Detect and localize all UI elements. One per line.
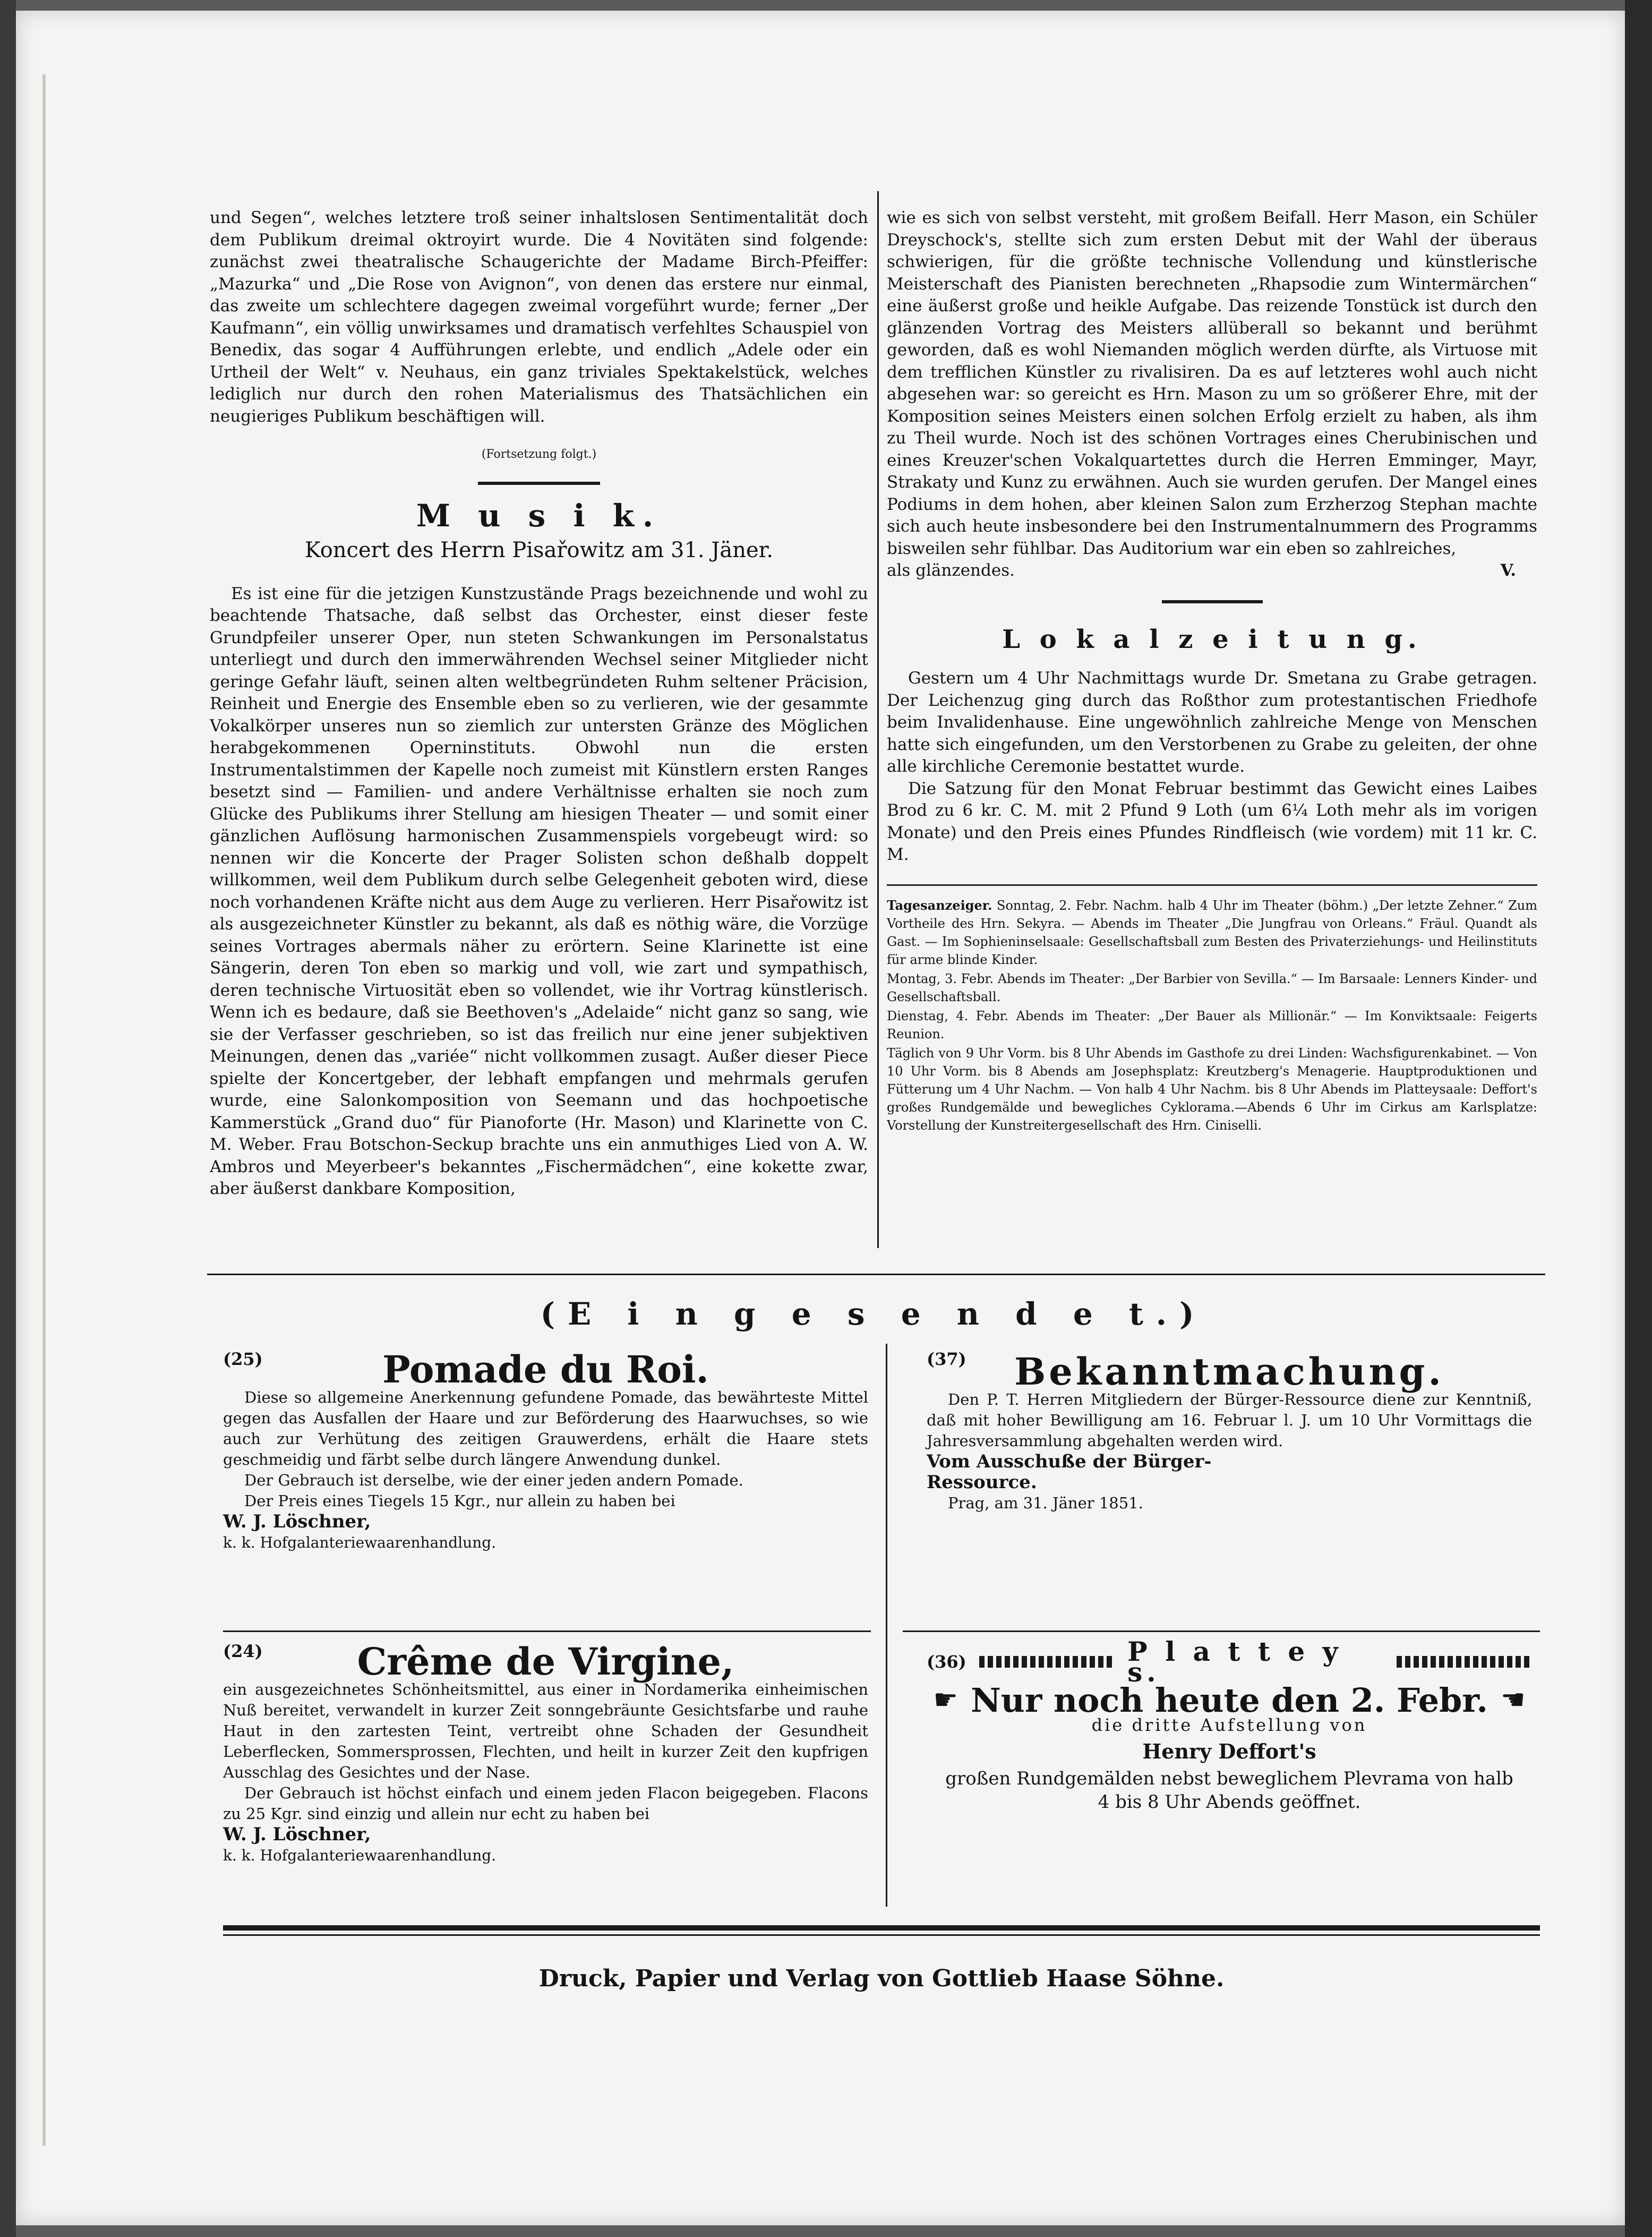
ad-line-2: großen Rundgemälden nebst beweglichem Plevrama von halb 4 bis 8 Uhr Abends geöffnet. bbox=[945, 1768, 1513, 1813]
ad-bekanntmachung bbox=[927, 1349, 1532, 1514]
scan-right-edge bbox=[1625, 0, 1652, 2237]
ad-name: Henry Deffort's bbox=[1142, 1739, 1316, 1763]
ad-body: Diese so allgemeine Anerkennung gefundene Pomade, das bewährteste Mittel gegen das Ausfallen der Haare und zur Beförderung des Haarwuchses, so wie auch zur Verhütung des zeitigen Grauwerdens, erhält die Haare stets geschmeidig und färbt selbe durch längere Anwendung dunkel. bbox=[223, 1388, 868, 1468]
binding-gutter bbox=[42, 74, 46, 2146]
ad-pomade-du-roi bbox=[223, 1349, 868, 1553]
right-column bbox=[887, 207, 1537, 1135]
ad-price: Der Preis eines Tiegels 15 Kgr., nur allein zu haben bei bbox=[244, 1492, 675, 1510]
events-label: Tagesanzeiger. bbox=[887, 897, 992, 913]
concert-article-title: Koncert des Herrn Pisařowitz am 31. Jäner. bbox=[304, 538, 774, 562]
ad-line-1: die dritte Aufstellung von bbox=[1091, 1715, 1367, 1735]
ad-body: Den P. T. Herren Mitgliedern der Bürger-Ressource diene zur Kenntniß, daß mit hoher Bewilligung am 16. Februar l. J. um 10 Uhr Vormittags die Jahresversammlung abgehalten werden wird. bbox=[927, 1390, 1532, 1450]
concert-article-continuation: wie es sich von selbst versteht, mit großem Beifall. Herr Mason, ein Schüler Dreyschock's, stellte sich zum ersten Debut mit der Wahl der überaus schwierigen, für die größte technische Vollendung und künstlerische Meisterschaft des Pianisten berechneten „Rhapsodie zum Wintermärchen“ eine äußerst große und heikle Aufgabe. Das reizende Tonstück ist durch den glänzenden Vortrag des Meisters allüberall so bekannt und berühmt geworden, daß es wohl Niemanden möglich werden dürfte, als Virtuose mit dem trefflichen Künstler zu rivalisiren. Da es auf letzteres wohl auch nicht abgesehen war: so gereicht es Hrn. Mason zu um so größerer Ehre, mit der Komposition seines Meisters einen solchen Erfolg erzielt zu haben, als ihm zu Theil wurde. Noch ist des schönen Vortrages eines Cherubinischen und eines Kreuzer'schen Vokalquartettes durch die Herren Emminger, Mayr, Strakaty und Kunz zu erwähnen. Auch sie wurden gerufen. Der Mangel eines Podiums in dem hohen, aber kleinen Salon zum Erzherzog Stephan machte sich auch heute insbesondere bei den Instrumentalnummern des Programms bisweilen sehr fühlbar. Das Auditorium war ein eben so zahlreiches, bbox=[887, 208, 1537, 558]
ad-header-row bbox=[927, 1636, 1532, 1688]
ad-title: Pomade du Roi. bbox=[382, 1347, 709, 1391]
ad-number: (25) bbox=[223, 1349, 263, 1369]
left-column bbox=[210, 207, 868, 1200]
horizontal-rule bbox=[207, 1274, 1545, 1275]
printer-imprint: Druck, Papier und Verlag von Gottlieb Haase Söhne. bbox=[538, 1965, 1225, 1992]
news-item-bread-price: Die Satzung für den Monat Februar bestimmt das Gewicht eines Laibes Brod zu 6 kr. C. M. mit 2 Pfund 9 Loth (um 6¼ Loth mehr als im vorigen Monate) und den Preis eines Pfundes Rindfleisch (wie vordem) mit 11 kr. C. M. bbox=[887, 779, 1537, 864]
events-sunday: Tagesanzeiger. Sonntag, 2. Febr. Nachm. halb 4 Uhr im Theater (böhm.) „Der letzte Zehner.“ Zum Vortheile des Hrn. Sekyra. — Abends im Theater „Die Jungfrau von Orleans.“ Fräul. Quandt als Gast. — Im Sophieninselsaale: Gesellschaftsball zum Besten des Privaterziehungs- und Heilinstituts für arme blinde Kinder. bbox=[887, 897, 1537, 967]
daily-events-listing bbox=[887, 884, 1537, 1134]
ad-firm: W. J. Löschner, bbox=[223, 1511, 371, 1532]
advertisements-heading: (E i n g e s e n d e t.) bbox=[540, 1296, 1207, 1332]
ad-signed-2: Ressource. bbox=[927, 1472, 1037, 1493]
section-divider bbox=[478, 482, 600, 485]
ad-headline-row bbox=[927, 1681, 1532, 1720]
ad-headline: Nur noch heute den 2. Febr. bbox=[971, 1681, 1488, 1720]
ad-title: Bekanntmachung. bbox=[1014, 1350, 1444, 1394]
ad-usage: Der Gebrauch ist derselbe, wie der einer jeden andern Pomade. bbox=[244, 1471, 743, 1489]
decorative-wave-left bbox=[979, 1656, 1115, 1668]
ad-number: (36) bbox=[927, 1651, 966, 1672]
ad-firm-subtitle: k. k. Hofgalanteriewaarenhandlung. bbox=[223, 1847, 497, 1864]
ad-number: (37) bbox=[927, 1349, 966, 1369]
concert-article-body: Es ist eine für die jetzigen Kunstzustände Prags bezeichnende und wohl zu beachtende Thatsache, daß selbst das Orchester, einst dieser feste Grundpfeiler unserer Oper, nun steten Schwankungen im Personalstatus unterliegt und durch den immerwährenden Wechsel seiner Mitglieder nicht geringe Gefahr läuft, seinen alten weltbegründeten Ruhm seltener Präcision, Reinheit und Energie des Ensemble eben so zu verlieren, wie der gesammte Vokalkörper unseres nun so ziemlich zur untersten Gränze des Möglichen herabgekommenen Operninstituts. Obwohl nun die ersten Instrumentalstimmen der Kapelle noch zumeist mit Künstlern ersten Ranges besetzt sind — Familien- und andere Verhältnisse erhalten sie noch zum Glücke des Publikums ihrer Stellung am hiesigen Theater — und somit einer gänzlichen Auflösung harmonischen Zusammenspiels vorgebeugt wird: so nennen wir die Koncerte der Prager Solisten schon deßhalb doppelt willkommen, weil dem Publikum durch selbe Gelegenheit geboten wird, diese noch vorhandenen Kräfte nicht aus dem Auge zu verlieren. Herr Pisařowitz ist als ausgezeichneter Künstler zu bekannt, als daß es nöthig wäre, die Vorzüge seines Vortrages abermals näher zu erörtern. Seine Klarinette ist eine Sängerin, deren Ton eben so markig und voll, wie zart und sympathisch, deren technische Virtuosität eben so vollendet, wie ihr Vortrag künstlerisch. Wenn ich es bedaure, daß sie Beethoven's „Adelaide“ nicht ganz so sang, wie sie der Verfasser geschrieben, so ist das freilich nur eine jener subjektiven Meinungen, denen das „variée“ nicht vollkommen zusagt. Außer dieser Piece spielte der Koncertgeber, der lebhaft empfangen und mehrmals gerufen wurde, eine Salonkomposition von Seemann und das hochpoetische Kammerstück „Grand duo“ für Pianoforte (Hr. Mason) und Klarinette von C. M. Weber. Frau Botschon-Seckup brachte uns ein anmuthiges Lied von A. W. Ambros und Meyerbeer's bekanntes „Fischermädchen“, eine kokette zwar, aber äußerst dankbare Komposition, bbox=[210, 584, 868, 1198]
decorative-wave-right bbox=[1397, 1656, 1532, 1668]
bottom-heavy-rule bbox=[223, 1925, 1540, 1931]
bottom-thin-rule bbox=[223, 1934, 1540, 1936]
ad-title: P l a t t e y s. bbox=[1127, 1636, 1342, 1688]
theater-review-ending: und Segen“, welches letztere troß seiner inhaltslosen Sentimentalität doch dem Publikum dreimal oktroyirt wurde. Die 4 Novitäten sind folgende: zunächst zwei theatralische Schaugerichte der Madame Birch-Pfeiffer: „Mazurka“ und „Die Rose von Avignon“, von denen das erstere nur einmal, das zweite um schlechtere dagegen zweimal vorgeführt wurde; ferner „Der Kaufmann“, ein völlig unwirksames und dramatisch verfehltes Schauspiel von Benedix, das sogar 4 Aufführungen erlebte, und endlich „Adele oder ein Urtheil der Welt“ v. Neuhaus, ein ganz triviales Spektakelstück, welches lediglich nur durch den rohen Materialismus des Thatsächlichen ein neugieriges Publikum beschäftigen will. bbox=[210, 208, 868, 426]
ad-separator-right bbox=[903, 1630, 1540, 1632]
ad-number: (24) bbox=[223, 1641, 263, 1661]
section-divider bbox=[1162, 600, 1263, 603]
ad-firm: W. J. Löschner, bbox=[223, 1824, 371, 1845]
local-news-heading: L o k a l z e i t u n g. bbox=[1002, 624, 1422, 654]
ad-title: Crême de Virgine, bbox=[357, 1640, 734, 1684]
events-monday: Montag, 3. Febr. Abends im Theater: „Der Barbier von Sevilla.“ — Im Barsaale: Lenners Kinder- und Gesellschaftsball. bbox=[887, 971, 1537, 1004]
events-tuesday: Dienstag, 4. Febr. Abends im Theater: „Der Bauer als Millionär.“ — Im Konviktsaale: Feigerts Reunion. bbox=[887, 1008, 1537, 1041]
author-signature: V. bbox=[1500, 561, 1516, 580]
events-daily: Täglich von 9 Uhr Vorm. bis 8 Uhr Abends im Gasthofe zu drei Linden: Wachsfigurenkabinet. — Von 10 Uhr Vorm. bis 8 Abends am Josephsplatz: Kreutzberg's Menagerie. Hauptproduktionen und Fütterung um 4 Uhr Nachm. — Von halb 4 Uhr Nachm. bis 8 Uhr Abends im Platteysaale: Deffort's großes Rundgemälde und bewegliches Cyklorama.—Abends 6 Uhr im Cirkus am Karlsplatze: Vorstellung der Kunstreitergesellschaft des Hrn. Ciniselli. bbox=[887, 1045, 1537, 1133]
closing-words: als glänzendes. bbox=[887, 561, 1015, 580]
ad-usage: Der Gebrauch ist höchst einfach und einem jeden Flacon beigegeben. Flacons zu 25 Kgr. sind einzig und allein nur echt zu haben bei bbox=[223, 1784, 868, 1823]
ad-signed: Vom Ausschuße der Bürger- bbox=[927, 1451, 1212, 1472]
pointing-hand-right-icon: ☚ bbox=[1500, 1684, 1526, 1716]
ad-separator-left bbox=[223, 1630, 871, 1632]
ad-column-separator bbox=[886, 1344, 887, 1907]
continuation-note: (Fortsetzung folgt.) bbox=[481, 448, 597, 461]
music-section-heading: M u s i k. bbox=[416, 497, 662, 534]
pointing-hand-left-icon: ☛ bbox=[933, 1684, 958, 1716]
scan-left-edge bbox=[0, 0, 16, 2237]
column-separator bbox=[877, 191, 879, 1248]
ad-plattey bbox=[927, 1636, 1532, 1814]
ad-firm-subtitle: k. k. Hofgalanteriewaarenhandlung. bbox=[223, 1534, 497, 1551]
ad-date: Prag, am 31. Jäner 1851. bbox=[948, 1494, 1143, 1512]
article-signoff bbox=[887, 560, 1537, 582]
ad-creme-de-virgine bbox=[223, 1641, 868, 1866]
news-item-funeral: Gestern um 4 Uhr Nachmittags wurde Dr. Smetana zu Grabe getragen. Der Leichenzug ging durch das Roßthor zum protestantischen Friedhofe beim Invalidenhause. Eine ungewöhnlich zahlreiche Menge von Menschen hatte sich eingefunden, um den Verstorbenen zu Grabe zu geleiten, der ohne alle kirchliche Ceremonie bestattet wurde. bbox=[887, 669, 1537, 776]
ad-body: ein ausgezeichnetes Schönheitsmittel, aus einer in Nordamerika einheimischen Nuß bereitet, verwandelt in kurzer Zeit sonngebräunte Gesichtsfarbe und rauhe Haut in den zartesten Teint, vertreibt ohne Schaden der Gesundheit Leberflecken, Sommersprossen, Flechten, und heilt in kurzer Zeit den kupfrigen Ausschlag des Gesichtes und der Nase. bbox=[223, 1680, 868, 1781]
